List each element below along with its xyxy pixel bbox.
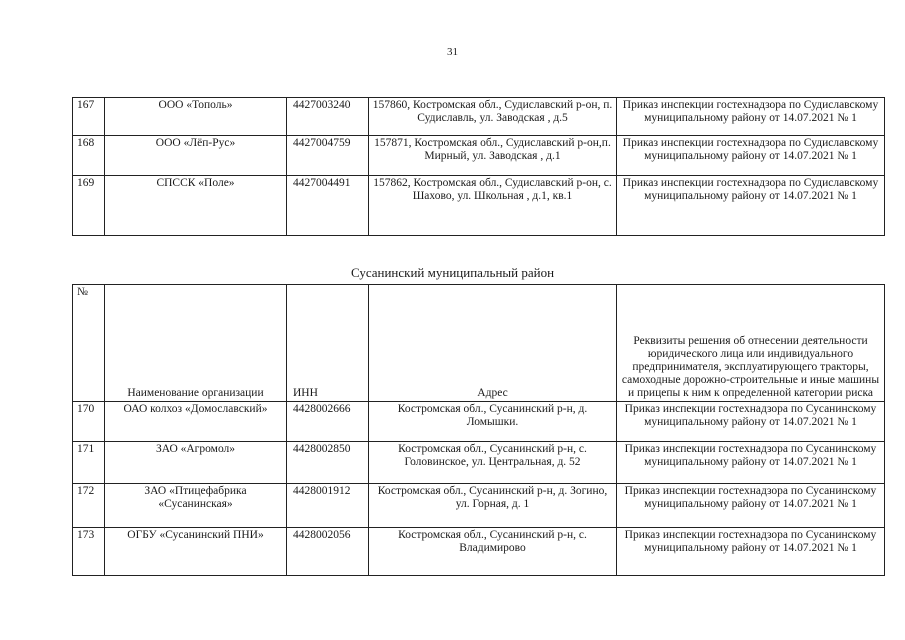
- inn-value: 4428002666: [287, 402, 369, 442]
- organization-name: ООО «Тополь»: [105, 98, 287, 136]
- address-value: Костромская обл., Сусанинский р-н, д. Зогино, ул. Горная, д. 1: [369, 484, 617, 528]
- inn-value: 4428002850: [287, 442, 369, 484]
- organization-name: ОГБУ «Сусанинский ПНИ»: [105, 528, 287, 576]
- row-number: 172: [73, 484, 105, 528]
- table-row: [73, 442, 885, 484]
- decision-value: Приказ инспекции гостехнадзора по Судиславскому муниципальному району от 14.07.2021 № 1: [617, 136, 885, 176]
- header-number: №: [73, 285, 105, 402]
- table-row: [73, 136, 885, 176]
- row-number: 167: [73, 98, 105, 136]
- organization-name: ОАО колхоз «Домославский»: [105, 402, 287, 442]
- table-row: [73, 176, 885, 236]
- address-value: Костромская обл., Сусанинский р-н, д. Ломышки.: [369, 402, 617, 442]
- header-address: Адрес: [369, 285, 617, 402]
- address-value: Костромская обл., Сусанинский р-н, с. Владимирово: [369, 528, 617, 576]
- row-number: 170: [73, 402, 105, 442]
- inn-value: 4428002056: [287, 528, 369, 576]
- row-number: 171: [73, 442, 105, 484]
- organization-name: ЗАО «Агромол»: [105, 442, 287, 484]
- address-value: Костромская обл., Сусанинский р-н, с. Головинское, ул. Центральная, д. 52: [369, 442, 617, 484]
- header-inn: ИНН: [287, 285, 369, 402]
- decision-value: Приказ инспекции гостехнадзора по Сусанинскому муниципальному району от 14.07.2021 № 1: [617, 402, 885, 442]
- decision-value: Приказ инспекции гостехнадзора по Сусанинскому муниципальному району от 14.07.2021 № 1: [617, 442, 885, 484]
- organization-name: ЗАО «Птицефабрика «Сусанинская»: [105, 484, 287, 528]
- decision-value: Приказ инспекции гостехнадзора по Судиславскому муниципальному району от 14.07.2021 № 1: [617, 98, 885, 136]
- organization-name: СПССК «Поле»: [105, 176, 287, 236]
- inn-value: 4427003240: [287, 98, 369, 136]
- registry-table-sudislavl: [72, 97, 885, 236]
- header-decision: Реквизиты решения об отнесении деятельности юридического лица или индивидуального предпринимателя, эксплуатирующего тракторы, самоходные дорожно-строительные и иные машины и прицепы к ним к определенной категории риска: [617, 285, 885, 402]
- row-number: 168: [73, 136, 105, 176]
- table-row: [73, 402, 885, 442]
- address-value: 157862, Костромская обл., Судиславский р-он, с. Шахово, ул. Школьная , д.1, кв.1: [369, 176, 617, 236]
- table-row: [73, 528, 885, 576]
- address-value: 157860, Костромская обл., Судиславский р-он, п. Судиславль, ул. Заводская , д.5: [369, 98, 617, 136]
- table-row: [73, 98, 885, 136]
- inn-value: 4427004759: [287, 136, 369, 176]
- inn-value: 4428001912: [287, 484, 369, 528]
- page-number: 31: [447, 46, 458, 58]
- registry-table-susanino: [72, 284, 885, 576]
- address-value: 157871, Костромская обл., Судиславский р-он,п. Мирный, ул. Заводская , д.1: [369, 136, 617, 176]
- row-number: 169: [73, 176, 105, 236]
- row-number: 173: [73, 528, 105, 576]
- table-header-row: [73, 285, 885, 402]
- organization-name: ООО «Лёп-Рус»: [105, 136, 287, 176]
- inn-value: 4427004491: [287, 176, 369, 236]
- decision-value: Приказ инспекции гостехнадзора по Сусанинскому муниципальному району от 14.07.2021 № 1: [617, 528, 885, 576]
- decision-value: Приказ инспекции гостехнадзора по Судиславскому муниципальному району от 14.07.2021 № 1: [617, 176, 885, 236]
- header-organization-name: Наименование организации: [105, 285, 287, 402]
- district-title: Сусанинский муниципальный район: [350, 265, 555, 280]
- table-row: [73, 484, 885, 528]
- decision-value: Приказ инспекции гостехнадзора по Сусанинскому муниципальному району от 14.07.2021 № 1: [617, 484, 885, 528]
